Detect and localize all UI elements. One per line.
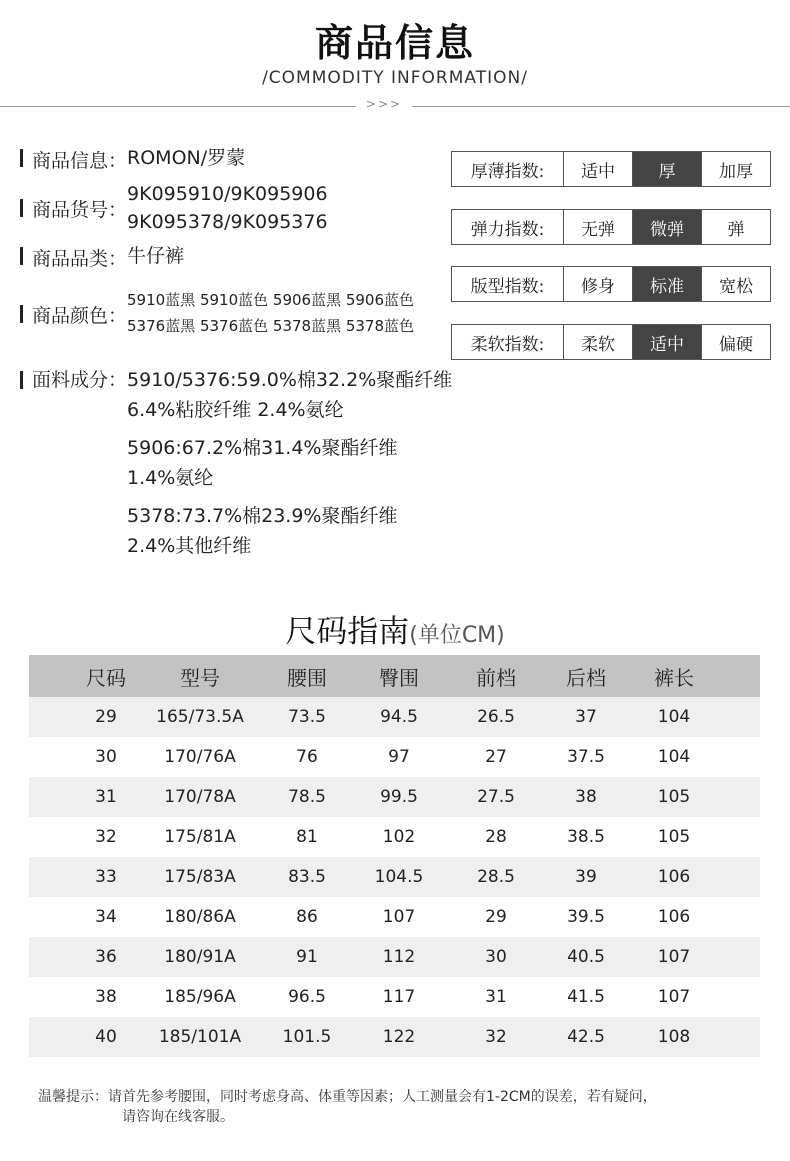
table-row [29, 937, 760, 977]
table-cell: 29 [485, 907, 507, 927]
table-cell: 40 [95, 1027, 117, 1047]
table-cell: 97 [388, 747, 410, 767]
table-cell: 165/73.5A [156, 707, 244, 727]
index-label: 版型指数: [452, 267, 564, 301]
table-row [29, 977, 760, 1017]
fabric-line: 1.4%氨纶 [127, 467, 214, 489]
page-subtitle: /COMMODITY INFORMATION/ [262, 68, 528, 88]
info-color [20, 287, 414, 339]
table-cell: 112 [382, 947, 416, 967]
table-cell: 32 [95, 827, 117, 847]
info-brand [20, 146, 245, 173]
divider-left [0, 106, 356, 107]
table-row [29, 1017, 760, 1057]
bullet-bar [20, 199, 23, 217]
table-cell: 175/81A [164, 827, 236, 847]
bullet-bar [20, 371, 23, 389]
info-fabric [20, 365, 452, 561]
table-cell: 73.5 [288, 707, 326, 727]
size-table-header-cell: 腰围 [287, 665, 327, 690]
size-table [29, 655, 760, 1057]
brand-label: 商品信息： [32, 150, 128, 172]
softness-index [451, 324, 771, 360]
tip-line-1: 温馨提示：请首先参考腰围，同时考虑身高、体重等因素；人工测量会有1-2CM的误差，若有疑问， [38, 1089, 657, 1105]
info-category [20, 244, 184, 271]
table-cell: 40.5 [567, 947, 605, 967]
table-cell: 106 [657, 867, 691, 887]
fabric-line: 5906:67.2%棉31.4%聚酯纤维 [127, 437, 398, 459]
table-cell: 96.5 [288, 987, 326, 1007]
index-label: 厚薄指数: [452, 152, 564, 186]
size-table-header [29, 655, 760, 697]
bullet-bar [20, 149, 23, 167]
table-cell: 81 [296, 827, 318, 847]
index-label: 柔软指数: [452, 325, 564, 359]
fabric-line: 6.4%粘胶纤维 2.4%氨纶 [127, 399, 344, 421]
table-cell: 32 [485, 1027, 507, 1047]
table-cell: 108 [657, 1027, 691, 1047]
category-label: 商品品类： [32, 248, 128, 270]
fabric-line: 5378:73.7%棉23.9%聚酯纤维 [127, 505, 398, 527]
table-cell: 27 [485, 747, 507, 767]
sku-line-1: 9K095910/9K095906 [127, 183, 328, 205]
index-label: 弹力指数: [452, 210, 564, 244]
table-row [29, 897, 760, 937]
table-cell: 37.5 [567, 747, 605, 767]
divider-arrows: >>> [365, 97, 403, 111]
table-cell: 34 [95, 907, 117, 927]
table-cell: 117 [382, 987, 416, 1007]
table-cell: 42.5 [567, 1027, 605, 1047]
fabric-label: 面料成分： [32, 369, 128, 391]
size-table-header-cell: 臀围 [379, 665, 419, 690]
table-cell: 30 [95, 747, 117, 767]
sku-label: 商品货号： [32, 199, 128, 221]
table-cell: 104.5 [374, 867, 424, 887]
size-table-header-cell: 前档 [476, 665, 516, 690]
table-cell: 27.5 [477, 787, 515, 807]
table-row [29, 817, 760, 857]
table-row [29, 857, 760, 897]
table-cell: 185/96A [164, 987, 236, 1007]
index-option-selected: 厚 [633, 152, 702, 186]
fabric-line: 5910/5376:59.0%棉32.2%聚酯纤维 [127, 369, 453, 391]
table-row [29, 697, 760, 737]
table-cell: 170/78A [164, 787, 236, 807]
index-option: 修身 [564, 267, 633, 301]
table-cell: 102 [382, 827, 416, 847]
table-cell: 94.5 [380, 707, 418, 727]
info-sku [20, 180, 328, 236]
table-cell: 105 [657, 787, 691, 807]
color-line-1: 5910蓝黑 5910蓝色 5906蓝黑 5906蓝色 [127, 291, 415, 309]
table-cell: 86 [296, 907, 318, 927]
table-cell: 31 [485, 987, 507, 1007]
fit-index [451, 266, 771, 302]
table-cell: 78.5 [288, 787, 326, 807]
table-cell: 107 [657, 987, 691, 1007]
index-option-selected: 适中 [633, 325, 702, 359]
index-option: 偏硬 [719, 334, 753, 355]
table-cell: 99.5 [380, 787, 418, 807]
sku-line-2: 9K095378/9K095376 [127, 211, 328, 233]
size-table-header-cell: 裤长 [654, 665, 694, 690]
elasticity-index [451, 209, 771, 245]
table-cell: 31 [95, 787, 117, 807]
thickness-index [451, 151, 771, 187]
table-cell: 105 [657, 827, 691, 847]
table-cell: 122 [382, 1027, 416, 1047]
table-cell: 28 [485, 827, 507, 847]
table-cell: 91 [296, 947, 318, 967]
table-cell: 104 [657, 747, 691, 767]
index-option: 适中 [564, 152, 633, 186]
index-option: 加厚 [719, 161, 753, 182]
table-cell: 104 [657, 707, 691, 727]
table-cell: 180/86A [164, 907, 236, 927]
table-cell: 28.5 [477, 867, 515, 887]
color-label: 商品颜色： [32, 305, 128, 327]
warm-tip [38, 1087, 768, 1127]
table-cell: 180/91A [164, 947, 236, 967]
bullet-bar [20, 247, 23, 265]
table-cell: 36 [95, 947, 117, 967]
size-guide-heading: 尺码指南 [285, 614, 410, 650]
table-cell: 101.5 [282, 1027, 332, 1047]
tip-line-2: 请咨询在线客服。 [122, 1109, 234, 1125]
table-cell: 175/83A [164, 867, 236, 887]
index-option-selected: 标准 [633, 267, 702, 301]
index-option-selected: 微弹 [633, 210, 702, 244]
bullet-bar [20, 305, 23, 323]
table-cell: 38 [95, 987, 117, 1007]
table-row [29, 737, 760, 777]
divider-right [412, 106, 790, 107]
index-option: 柔软 [564, 325, 633, 359]
size-table-header-cell: 尺码 [86, 665, 126, 690]
index-option: 宽松 [719, 276, 753, 297]
table-cell: 38.5 [567, 827, 605, 847]
table-cell: 37 [575, 707, 597, 727]
table-cell: 107 [382, 907, 416, 927]
table-cell: 39 [575, 867, 597, 887]
table-cell: 107 [657, 947, 691, 967]
index-option: 弹 [727, 219, 745, 240]
size-table-header-cell: 后档 [566, 665, 606, 690]
size-guide-unit: (单位CM) [409, 623, 505, 648]
table-cell: 38 [575, 787, 597, 807]
fabric-line: 2.4%其他纤维 [127, 535, 252, 557]
table-cell: 106 [657, 907, 691, 927]
table-cell: 29 [95, 707, 117, 727]
table-cell: 170/76A [164, 747, 236, 767]
color-line-2: 5376蓝黑 5376蓝色 5378蓝黑 5378蓝色 [127, 317, 415, 335]
table-row [29, 777, 760, 817]
table-cell: 83.5 [288, 867, 326, 887]
table-cell: 76 [296, 747, 318, 767]
table-cell: 30 [485, 947, 507, 967]
table-cell: 185/101A [158, 1027, 242, 1047]
size-guide-title [0, 606, 790, 651]
index-option: 无弹 [564, 210, 633, 244]
table-cell: 39.5 [567, 907, 605, 927]
table-cell: 26.5 [477, 707, 515, 727]
brand-value: ROMON/罗蒙 [127, 147, 246, 169]
size-table-header-cell: 型号 [180, 665, 220, 690]
table-cell: 33 [95, 867, 117, 887]
table-cell: 41.5 [567, 987, 605, 1007]
page-title: 商品信息 [314, 21, 475, 65]
category-value: 牛仔裤 [127, 245, 185, 267]
